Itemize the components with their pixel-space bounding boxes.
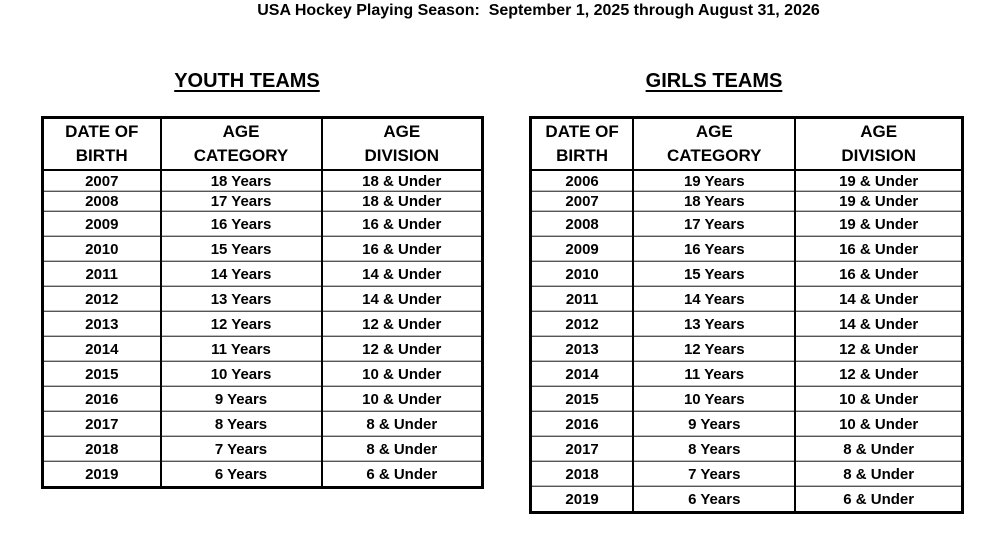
age-category-cell: 13 Years (161, 287, 322, 312)
age-category-cell: 10 Years (161, 362, 322, 387)
age-division-cell: 19 & Under (795, 212, 962, 237)
table-row (43, 462, 483, 488)
youth-teams-table (41, 116, 484, 489)
age-division-cell: 14 & Under (795, 287, 962, 312)
table-row (43, 287, 483, 312)
age-category-cell: 9 Years (161, 387, 322, 412)
header-line: AGE (222, 122, 260, 141)
table-row (531, 362, 963, 387)
header-line: CATEGORY (667, 146, 762, 165)
age-category-cell: 11 Years (633, 362, 795, 387)
youth-teams-title: YOUTH TEAMS (174, 70, 320, 92)
age-category-cell: 15 Years (161, 237, 322, 262)
table-row (531, 212, 963, 237)
birth-year-cell: 2007 (43, 170, 161, 192)
age-division-cell: 8 & Under (795, 462, 962, 487)
age-category-cell: 19 Years (633, 170, 795, 192)
table-row (531, 387, 963, 412)
age-division-cell: 6 & Under (795, 487, 962, 513)
table-row (43, 312, 483, 337)
table-row (43, 212, 483, 237)
table-row (531, 237, 963, 262)
birth-year-cell: 2006 (531, 170, 634, 192)
age-category-cell: 13 Years (633, 312, 795, 337)
birth-year-cell: 2016 (531, 412, 634, 437)
age-category-cell: 16 Years (633, 237, 795, 262)
table-row (531, 462, 963, 487)
age-division-cell: 6 & Under (322, 462, 483, 488)
age-category-cell: 16 Years (161, 212, 322, 237)
age-division-cell: 10 & Under (795, 412, 962, 437)
age-category-cell: 8 Years (633, 437, 795, 462)
birth-year-cell: 2010 (43, 237, 161, 262)
birth-year-cell: 2011 (531, 287, 634, 312)
age-division-cell: 18 & Under (322, 192, 483, 212)
header-line: BIRTH (556, 146, 609, 165)
age-category-cell: 9 Years (633, 412, 795, 437)
age-division-cell: 19 & Under (795, 192, 962, 212)
age-division-cell: 8 & Under (322, 412, 483, 437)
birth-year-cell: 2013 (43, 312, 161, 337)
birth-year-cell: 2014 (531, 362, 634, 387)
birth-year-cell: 2014 (43, 337, 161, 362)
table-row (531, 412, 963, 437)
header-line: AGE (695, 122, 733, 141)
age-category-cell: 10 Years (633, 387, 795, 412)
age-division-cell: 12 & Under (795, 362, 962, 387)
age-category-cell: 18 Years (161, 170, 322, 192)
birth-year-cell: 2012 (531, 312, 634, 337)
header-age-category (633, 118, 795, 171)
table-row (531, 487, 963, 513)
header-line: DIVISION (841, 146, 916, 165)
header-age-division (322, 118, 483, 171)
header-line: AGE (860, 122, 898, 141)
birth-year-cell: 2008 (43, 192, 161, 212)
header-age-division (795, 118, 962, 171)
birth-year-cell: 2015 (43, 362, 161, 387)
age-category-cell: 7 Years (161, 437, 322, 462)
table-row (43, 387, 483, 412)
header-date-of-birth (43, 118, 161, 171)
girls-table-body (531, 170, 963, 513)
age-division-cell: 14 & Under (795, 312, 962, 337)
age-category-cell: 17 Years (161, 192, 322, 212)
birth-year-cell: 2013 (531, 337, 634, 362)
birth-year-cell: 2016 (43, 387, 161, 412)
table-row (43, 337, 483, 362)
age-category-cell: 15 Years (633, 262, 795, 287)
table-row (531, 192, 963, 212)
age-division-cell: 14 & Under (322, 287, 483, 312)
birth-year-cell: 2012 (43, 287, 161, 312)
age-division-cell: 16 & Under (795, 237, 962, 262)
birth-year-cell: 2017 (43, 412, 161, 437)
header-line: AGE (383, 122, 421, 141)
age-category-cell: 14 Years (633, 287, 795, 312)
table-row (43, 412, 483, 437)
season-title: USA Hockey Playing Season: September 1, 2025 through August 31, 2026 (257, 2, 820, 19)
header-line: DIVISION (364, 146, 440, 165)
age-division-cell: 12 & Under (322, 312, 483, 337)
birth-year-cell: 2019 (43, 462, 161, 488)
age-division-cell: 16 & Under (795, 262, 962, 287)
age-category-cell: 6 Years (633, 487, 795, 513)
table-row (531, 312, 963, 337)
age-division-cell: 8 & Under (322, 437, 483, 462)
table-row (531, 337, 963, 362)
age-division-cell: 14 & Under (322, 262, 483, 287)
birth-year-cell: 2017 (531, 437, 634, 462)
age-division-cell: 18 & Under (322, 170, 483, 192)
table-row (531, 262, 963, 287)
age-category-cell: 14 Years (161, 262, 322, 287)
age-category-cell: 12 Years (161, 312, 322, 337)
header-line: DATE OF (65, 122, 139, 141)
table-row (43, 192, 483, 212)
table-header-row (43, 118, 483, 171)
age-category-cell: 17 Years (633, 212, 795, 237)
header-line: CATEGORY (193, 146, 289, 165)
age-division-cell: 10 & Under (795, 387, 962, 412)
header-line: BIRTH (75, 146, 128, 165)
table-header-row (531, 118, 963, 171)
table-row (43, 262, 483, 287)
table-row (531, 287, 963, 312)
birth-year-cell: 2010 (531, 262, 634, 287)
age-category-cell: 6 Years (161, 462, 322, 488)
age-division-cell: 10 & Under (322, 362, 483, 387)
youth-table-body (43, 170, 483, 488)
age-division-cell: 19 & Under (795, 170, 962, 192)
header-date-of-birth (531, 118, 634, 171)
age-division-cell: 10 & Under (322, 387, 483, 412)
age-division-cell: 16 & Under (322, 237, 483, 262)
birth-year-cell: 2009 (531, 237, 634, 262)
birth-year-cell: 2008 (531, 212, 634, 237)
age-division-cell: 12 & Under (795, 337, 962, 362)
age-division-cell: 8 & Under (795, 437, 962, 462)
age-category-cell: 11 Years (161, 337, 322, 362)
birth-year-cell: 2018 (43, 437, 161, 462)
header-age-category (161, 118, 322, 171)
birth-year-cell: 2009 (43, 212, 161, 237)
table-row (43, 362, 483, 387)
age-category-cell: 18 Years (633, 192, 795, 212)
age-division-cell: 12 & Under (322, 337, 483, 362)
table-row (43, 237, 483, 262)
header-line: DATE OF (545, 122, 619, 141)
age-category-cell: 12 Years (633, 337, 795, 362)
birth-year-cell: 2007 (531, 192, 634, 212)
table-row (43, 170, 483, 192)
birth-year-cell: 2011 (43, 262, 161, 287)
table-row (531, 170, 963, 192)
table-row (531, 437, 963, 462)
age-category-cell: 8 Years (161, 412, 322, 437)
birth-year-cell: 2015 (531, 387, 634, 412)
girls-teams-title: GIRLS TEAMS (645, 70, 783, 92)
table-row (43, 437, 483, 462)
age-division-cell: 16 & Under (322, 212, 483, 237)
birth-year-cell: 2018 (531, 462, 634, 487)
age-category-cell: 7 Years (633, 462, 795, 487)
girls-teams-table (529, 116, 964, 514)
birth-year-cell: 2019 (531, 487, 634, 513)
